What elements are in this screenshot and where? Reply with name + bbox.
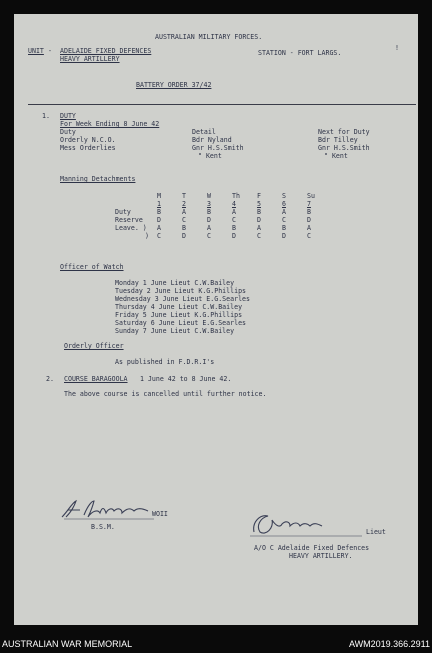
table-cell: D [157,215,161,224]
next-row: Bdr Tilley [318,136,358,144]
unit-dash: - [48,47,52,55]
orderly-officer-heading: Orderly Officer [64,342,124,350]
watch-line: Monday 1 June Lieut C.W.Bailey [115,279,235,287]
lieut-role-2: HEAVY ARTILLERY. [289,552,353,560]
lieut-rank: Lieut [366,528,386,536]
day-number: 1 [157,199,161,208]
next-row: Gnr H.S.Smith [318,144,370,152]
header-divider [28,104,416,105]
table-cell: D [307,215,311,224]
section2-text: The above course is cancelled until further notice. [64,390,267,398]
watch-line: Saturday 6 June Lieut E.G.Searles [115,319,247,327]
bsm-rank: WOII [152,510,168,518]
row-label [115,192,157,200]
footer-credit: AUSTRALIAN WAR MEMORIAL [2,639,133,649]
duty-row: Mess Orderlies [60,144,116,152]
table-cell: B [282,223,286,232]
battery-order: BATTERY ORDER 37/42 [136,81,212,89]
watch-line: Tuesday 2 June Lieut K.G.Phillips [115,287,247,295]
table-row [115,224,332,232]
table-cell: B [232,223,236,232]
table-cell: D [257,215,261,224]
table-cell: C [182,215,186,224]
day-header: T [182,191,186,200]
table-row [115,216,332,224]
day-number-row [115,200,332,208]
row-label: ) [145,231,149,240]
day-number: 5 [257,199,261,208]
watch-line: Thursday 4 June Lieut C.W.Bailey [115,303,243,311]
section1-week: For Week Ending 8 June 42 [60,120,160,128]
table-cell: A [157,223,161,232]
watch-line: Sunday 7 June Lieut C.W.Bailey [115,327,235,335]
header-title: AUSTRALIAN MILITARY FORCES. [155,33,263,41]
row-label: Leave. ) [115,223,147,232]
table-cell: A [207,223,211,232]
table-cell: C [257,231,261,240]
table-cell: A [182,207,186,216]
day-number: 3 [207,199,211,208]
day-number: 4 [232,199,236,208]
next-row: " Kent [324,152,348,160]
unit-value-2: HEAVY ARTILLERY [60,55,120,63]
lieut-role-1: A/O C Adelaide Fixed Defences [254,544,370,552]
table-cell: C [232,215,236,224]
table-cell: D [232,231,236,240]
day-number: 7 [307,199,311,208]
day-header: F [257,191,261,200]
table-row [115,208,332,216]
day-header: Su [307,191,315,200]
table-cell: B [257,207,261,216]
table-cell: B [182,223,186,232]
detail-row: Bdr Nyland [192,136,232,144]
corner-mark: ! [395,44,399,52]
officer-watch-heading: Officer of Watch [60,263,124,271]
bsm-signature [58,497,158,523]
detail-row: Gnr H.S.Smith [192,144,244,152]
row-label: Reserve [115,215,143,224]
table-cell: C [207,231,211,240]
detail-label: Detail [192,128,216,136]
lieut-signature [246,510,366,540]
day-number: 2 [182,199,186,208]
day-row [115,192,332,200]
watch-line: Friday 5 June Lieut K.G.Phillips [115,311,243,319]
table-cell: A [257,223,261,232]
table-cell: A [282,207,286,216]
day-header: M [157,191,161,200]
section2-dates: 1 June 42 to 8 June 42. [140,375,232,383]
table-cell: A [232,207,236,216]
table-cell: C [307,231,311,240]
bsm-role: B.S.M. [91,523,115,531]
table-cell: B [307,207,311,216]
footer-accession: AWM2019.366.2911 [348,639,430,649]
duty-row: Orderly N.C.O. [60,136,116,144]
section2-number: 2. [46,375,54,383]
table-row [115,232,332,240]
manning-table [115,192,332,240]
section1-number: 1. [42,112,50,120]
row-label: Duty [115,207,131,216]
row-label [115,200,157,208]
unit-value: ADELAIDE FIXED DEFENCES [60,47,152,55]
table-cell: D [207,215,211,224]
section2-heading: COURSE BARAGOOLA [64,375,128,383]
table-cell: B [157,207,161,216]
day-header: Th [232,191,240,200]
watch-line: Wednesday 3 June Lieut E.G.Searles [115,295,250,303]
manning-heading: Manning Detachments [60,175,136,183]
table-cell: A [307,223,311,232]
station: STATION - FORT LARGS. [258,49,342,57]
day-header: W [207,191,211,200]
next-label: Next for Duty [318,128,370,136]
day-header: S [282,191,286,200]
table-cell: C [282,215,286,224]
detail-row: " Kent [198,152,222,160]
duty-label: Duty [60,128,76,136]
day-number: 6 [282,199,286,208]
table-cell: B [207,207,211,216]
section1-heading: DUTY [60,112,76,120]
orderly-officer-text: As published in F.D.R.I's [115,358,215,366]
unit-label: UNIT [28,47,44,55]
table-cell: C [157,231,161,240]
table-cell: D [182,231,186,240]
table-cell: D [282,231,286,240]
